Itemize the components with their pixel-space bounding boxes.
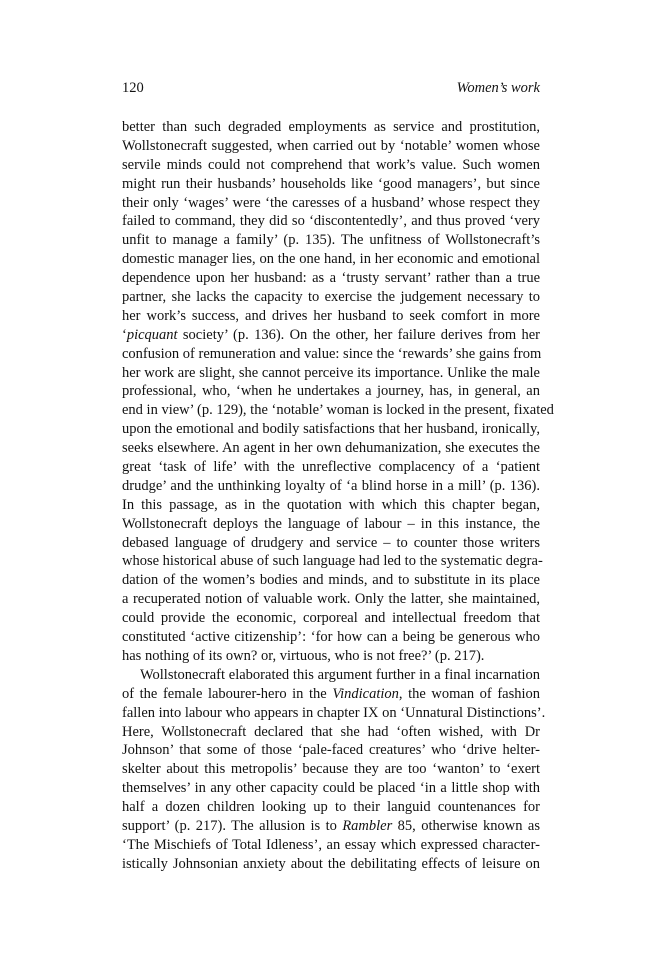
text-line bbox=[122, 515, 540, 534]
text-line bbox=[122, 817, 540, 836]
text-segment: better than such degraded employments as service and prostitution, bbox=[122, 119, 540, 135]
text-segment: professional, who, ‘when he undertakes a journey, has, in general, an bbox=[122, 383, 540, 400]
text-segment: Here, Wollstonecraft declared that she had ‘often wished, with Dr bbox=[122, 723, 540, 740]
text-segment: In this passage, as in the quotation with which this chapter began, bbox=[122, 496, 540, 513]
text-segment: of the female labourer-hero in the bbox=[122, 685, 333, 702]
italic-text: Vindication bbox=[332, 685, 399, 702]
text-line bbox=[122, 231, 540, 250]
text-line bbox=[122, 288, 540, 307]
text-segment: might run their husbands’ households like ‘good managers’, but since bbox=[122, 175, 540, 192]
text-segment: unfit to manage a family’ (p. 135). The unfitness of Wollstonecraft’s bbox=[122, 232, 540, 249]
text-segment: has nothing of its own? or, virtuous, who is not free?’ (p. 217). bbox=[122, 647, 485, 664]
text-segment: domestic manager lies, on the one hand, in her economic and emotional bbox=[122, 251, 540, 268]
text-line bbox=[122, 194, 540, 213]
text-line bbox=[122, 590, 540, 609]
text-segment: 85, otherwise known as bbox=[392, 817, 541, 834]
text-line bbox=[122, 760, 540, 779]
text-line bbox=[122, 250, 540, 269]
text-segment: whose historical abuse of such language had led to the systematic degra- bbox=[122, 553, 543, 570]
text-line bbox=[122, 704, 546, 723]
text-segment: dation of the women’s bodies and minds, and to substitute in its place bbox=[122, 572, 540, 589]
text-segment: a recuperated notion of valuable work. Only the latter, she maintained, bbox=[122, 591, 540, 608]
text-line bbox=[122, 552, 543, 571]
text-line bbox=[122, 156, 540, 175]
text-segment: istically Johnsonian anxiety about the debilitating effects of leisure on bbox=[122, 855, 540, 872]
running-title: Women’s work bbox=[456, 80, 540, 96]
text-line bbox=[122, 836, 540, 855]
text-segment: her work’s success, and drives her husband to seek comfort in more bbox=[122, 307, 540, 324]
text-line bbox=[122, 779, 540, 798]
text-line bbox=[122, 798, 540, 817]
text-line bbox=[122, 571, 540, 590]
text-segment: Wollstonecraft elaborated this argument further in a final incarnation bbox=[140, 666, 540, 683]
text-line bbox=[122, 609, 540, 628]
text-line bbox=[122, 401, 554, 420]
text-line bbox=[122, 326, 540, 345]
text-segment: seeks elsewhere. An agent in her own dehumanization, she executes the bbox=[122, 440, 540, 457]
italic-text: Rambler bbox=[342, 817, 393, 834]
text-segment: partner, she lacks the capacity to exercise the judgement necessary to bbox=[122, 289, 540, 306]
text-segment: their only ‘wages’ were ‘the caresses of a husband’ whose respect they bbox=[122, 194, 540, 211]
text-line bbox=[122, 439, 540, 458]
text-segment: skelter about this metropolis’ because they are too ‘wanton’ to ‘exert bbox=[122, 761, 540, 778]
text-line bbox=[122, 666, 540, 685]
text-line bbox=[122, 458, 540, 477]
text-line bbox=[122, 496, 540, 515]
text-segment: confusion of remuneration and value: since the ‘rewards’ she gains from bbox=[122, 345, 542, 362]
text-line bbox=[122, 477, 540, 496]
text-line bbox=[122, 685, 540, 704]
text-segment: society’ (p. 136). On the other, her failure derives from her bbox=[177, 326, 540, 343]
text-segment: could provide the economic, corporeal and intellectual freedom that bbox=[122, 610, 540, 627]
page-number: 120 bbox=[122, 80, 144, 96]
text-line bbox=[122, 420, 540, 439]
text-segment: ‘The Mischiefs of Total Idleness’, an essay which expressed character- bbox=[122, 836, 540, 853]
text-segment: failed to command, they did so ‘discontentedly’, and thus proved ‘very bbox=[122, 213, 540, 230]
text-line bbox=[122, 307, 540, 326]
text-segment: Wollstonecraft deploys the language of labour – in this instance, the bbox=[122, 515, 540, 532]
body-text bbox=[122, 118, 554, 874]
text-segment: drudge’ and the unthinking loyalty of ‘a blind horse in a mill’ (p. 136). bbox=[122, 477, 540, 494]
text-line bbox=[122, 534, 540, 553]
text-line bbox=[122, 118, 540, 137]
text-segment: , the woman of fashion bbox=[398, 685, 541, 702]
running-header bbox=[122, 78, 540, 98]
text-segment: servile minds could not comprehend that work’s value. Such women bbox=[122, 156, 540, 173]
text-segment: themselves’ in any other capacity could be placed ‘in a little shop with bbox=[122, 780, 540, 797]
text-line bbox=[122, 741, 540, 760]
text-line bbox=[122, 212, 540, 231]
text-segment: Johnson’ that some of those ‘pale-faced creatures’ who ‘drive helter- bbox=[122, 742, 540, 759]
text-line bbox=[122, 137, 540, 156]
book-page bbox=[122, 78, 554, 874]
text-segment: half a dozen children looking up to their languid countenances for bbox=[122, 799, 540, 816]
text-line bbox=[122, 628, 540, 647]
text-segment: fallen into labour who appears in chapter IX on ‘Unnatural Distinctions’. bbox=[122, 704, 546, 721]
text-line bbox=[122, 364, 540, 383]
text-line bbox=[122, 855, 540, 874]
text-line bbox=[122, 175, 540, 194]
text-segment: her work are slight, she cannot perceive its importance. Unlike the male bbox=[122, 364, 540, 381]
text-segment: support’ (p. 217). The allusion is to bbox=[122, 817, 343, 834]
text-line bbox=[122, 382, 540, 401]
text-line bbox=[122, 647, 540, 666]
text-segment: constituted ‘active citizenship’: ‘for how can a being be generous who bbox=[122, 629, 540, 646]
text-segment: Wollstonecraft suggested, when carried out by ‘notable’ women whose bbox=[122, 137, 540, 154]
text-segment: great ‘task of life’ with the unreflective complacency of a ‘patient bbox=[122, 459, 540, 476]
text-segment: debased language of drudgery and service – to counter those writers bbox=[122, 534, 540, 551]
text-line bbox=[122, 345, 540, 364]
text-segment: ‘ bbox=[122, 326, 127, 343]
italic-text: picquant bbox=[126, 326, 178, 343]
text-segment: upon the emotional and bodily satisfactions that her husband, ironically, bbox=[122, 421, 540, 438]
text-line bbox=[122, 269, 540, 288]
text-segment: end in view’ (p. 129), the ‘notable’ woman is locked in the present, fixated bbox=[122, 402, 554, 419]
text-segment: dependence upon her husband: as a ‘trusty servant’ rather than a true bbox=[122, 270, 540, 287]
text-line bbox=[122, 723, 540, 742]
